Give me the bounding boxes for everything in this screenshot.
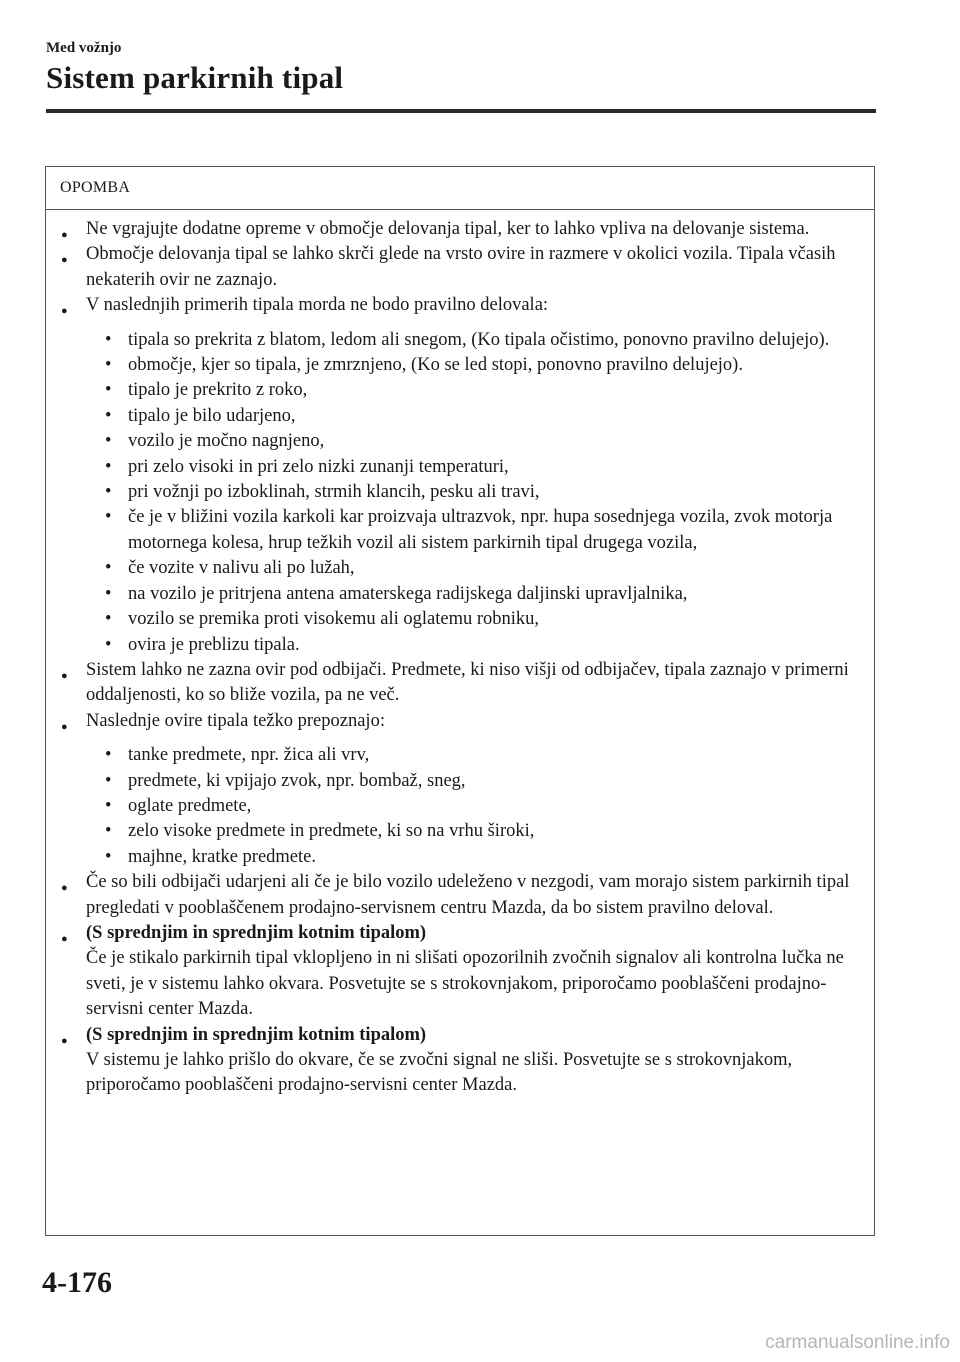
note-item-text: Če so bili odbijači udarjeni ali če je bilo vozilo udeleženo v nezgodi, vam morajo sistem parkirnih tipal pregledati v pooblaščenem prodajno-servisnem centru Mazda, da bo sistem pravilno deloval.	[86, 872, 850, 918]
sub-list-item	[102, 769, 864, 794]
sub-list-item	[102, 429, 864, 454]
bullet-icon: •	[105, 770, 112, 791]
note-box	[45, 166, 875, 1236]
sub-list-item	[102, 819, 864, 844]
bullet-icon: •	[105, 583, 112, 604]
sub-list-item	[102, 556, 864, 581]
sub-list-item	[102, 845, 864, 870]
sub-list	[86, 743, 864, 870]
bullet-icon: •	[105, 405, 112, 426]
sub-list-item	[102, 404, 864, 429]
sub-item-text: oglate predmete,	[128, 795, 252, 816]
sub-item-text: če vozite v nalivu ali po lužah,	[128, 558, 355, 579]
note-item-text: Če je stikalo parkirnih tipal vklopljeno in ni slišati opozorilnih zvočnih signalov ali kontrolna lučka ne sveti, je v sistemu lahko okvara. Posvetujte se s strokovnjakom, priporočamo pooblaščeni prodajno-servisni center Mazda.	[86, 948, 844, 1020]
sub-list-item	[102, 353, 864, 378]
note-item	[60, 242, 864, 293]
sub-item-text: območje, kjer so tipala, je zmrznjeno, (Ko se led stopi, ponovno pravilno delujejo).	[128, 355, 743, 376]
bullet-icon: •	[105, 821, 112, 842]
sub-list	[86, 328, 864, 658]
sub-item-text: tipalo je prekrito z roko,	[128, 380, 308, 401]
sub-item-text: zelo visoke predmete in predmete, ki so na vrhu široki,	[128, 821, 535, 842]
sub-item-text: pri zelo visoki in pri zelo nizki zunanji temperaturi,	[128, 456, 509, 477]
note-item	[60, 217, 864, 242]
sub-item-text: predmete, ki vpijajo zvok, npr. bombaž, sneg,	[128, 770, 466, 791]
note-item	[60, 658, 864, 709]
sub-item-text: če je v bližini vozila karkoli kar proizvaja ultrazvok, npr. hupa sosednjega vozila, zvok motorja motornega kolesa, hrup težkih vozil ali sistem parkirnih tipal drugega vozila,	[128, 507, 833, 553]
note-body	[46, 210, 874, 1099]
sub-list-item	[102, 633, 864, 658]
bullet-dot-icon: ●	[61, 229, 68, 241]
note-item	[60, 921, 864, 1023]
note-item-heading: (S sprednjim in sprednjim kotnim tipalom)	[86, 922, 427, 943]
title-rule	[46, 109, 876, 113]
bullet-dot-icon: ●	[61, 882, 68, 895]
sub-item-text: tipalo je bilo udarjeno,	[128, 405, 296, 426]
note-item-text: Ne vgrajujte dodatne opreme v območje delovanja tipal, ker to lahko vpliva na delovanje sistema.	[86, 219, 810, 239]
page-number: 4-176	[42, 1266, 112, 1299]
sub-list-item	[102, 582, 864, 607]
note-item	[60, 709, 864, 870]
note-item-text: Sistem lahko ne zazna ovir pod odbijači. Predmete, ki niso višji od odbijačev, tipala zaznajo v primerni oddaljenosti, ko so bliže vozila, pa ne več.	[86, 659, 849, 706]
sub-item-text: vozilo se premika proti visokemu ali oglatemu robniku,	[128, 609, 540, 630]
section-label: Med vožnjo	[46, 40, 122, 56]
bullet-dot-icon: ●	[61, 669, 68, 682]
bullet-icon: •	[105, 431, 112, 452]
bullet-icon: •	[105, 380, 112, 401]
bullet-icon: •	[105, 634, 112, 655]
watermark: carmanualsonline.info	[765, 1332, 950, 1353]
bullet-icon: •	[105, 846, 112, 867]
sub-list-item	[102, 378, 864, 403]
bullet-icon: •	[105, 507, 112, 528]
sub-item-text: na vozilo je pritrjena antena amaterskega radijskega daljinski upravljalnika,	[128, 583, 688, 604]
note-heading: OPOMBA	[46, 167, 874, 210]
bullet-dot-icon: ●	[61, 932, 68, 945]
note-item-text: V naslednjih primerih tipala morda ne bodo pravilno delovala:	[86, 295, 549, 316]
bullet-dot-icon: ●	[61, 720, 68, 733]
bullet-icon: •	[105, 609, 112, 630]
bullet-icon: •	[105, 329, 112, 350]
bullet-icon: •	[105, 745, 112, 766]
sub-item-text: majhne, kratke predmete.	[128, 846, 316, 867]
sub-list-item	[102, 455, 864, 480]
note-item	[60, 870, 864, 921]
note-item-heading: (S sprednjim in sprednjim kotnim tipalom)	[86, 1024, 427, 1045]
sub-item-text: tanke predmete, npr. žica ali vrv,	[128, 745, 370, 766]
sub-list-item	[102, 480, 864, 505]
bullet-icon: •	[105, 795, 112, 816]
sub-item-text: ovira je preblizu tipala.	[128, 634, 300, 655]
sub-list-item	[102, 607, 864, 632]
note-item-text: V sistemu je lahko prišlo do okvare, če se zvočni signal ne sliši. Posvetujte se s strokovnjakom, priporočamo pooblaščeni prodajno-servisni center Mazda.	[86, 1050, 793, 1096]
sub-list-item	[102, 328, 864, 353]
bullet-icon: •	[105, 558, 112, 579]
note-item-text: Območje delovanja tipal se lahko skrči glede na vrsto ovire in razmere v okolici vozila. Tipala včasih nekaterih ovir ne zaznajo.	[86, 244, 836, 290]
sub-item-text: tipala so prekrita z blatom, ledom ali snegom, (Ko tipala očistimo, ponovno pravilno delujejo).	[128, 329, 830, 350]
bullet-dot-icon: ●	[61, 305, 68, 318]
note-item	[60, 293, 864, 658]
sub-list-item	[102, 794, 864, 819]
note-list	[60, 217, 864, 1099]
sub-list-item	[102, 505, 864, 556]
bullet-dot-icon: ●	[61, 254, 68, 267]
bullet-icon: •	[105, 482, 112, 503]
bullet-icon: •	[105, 456, 112, 477]
note-item-text: Naslednje ovire tipala težko prepoznajo:	[86, 710, 385, 731]
page-title: Sistem parkirnih tipal	[46, 60, 344, 95]
sub-item-text: pri vožnji po izboklinah, strmih klancih, pesku ali travi,	[128, 482, 540, 503]
note-item	[60, 1023, 864, 1099]
sub-list-item	[102, 743, 864, 768]
sub-item-text: vozilo je močno nagnjeno,	[128, 431, 325, 452]
bullet-dot-icon: ●	[61, 1034, 68, 1047]
bullet-icon: •	[105, 355, 112, 376]
